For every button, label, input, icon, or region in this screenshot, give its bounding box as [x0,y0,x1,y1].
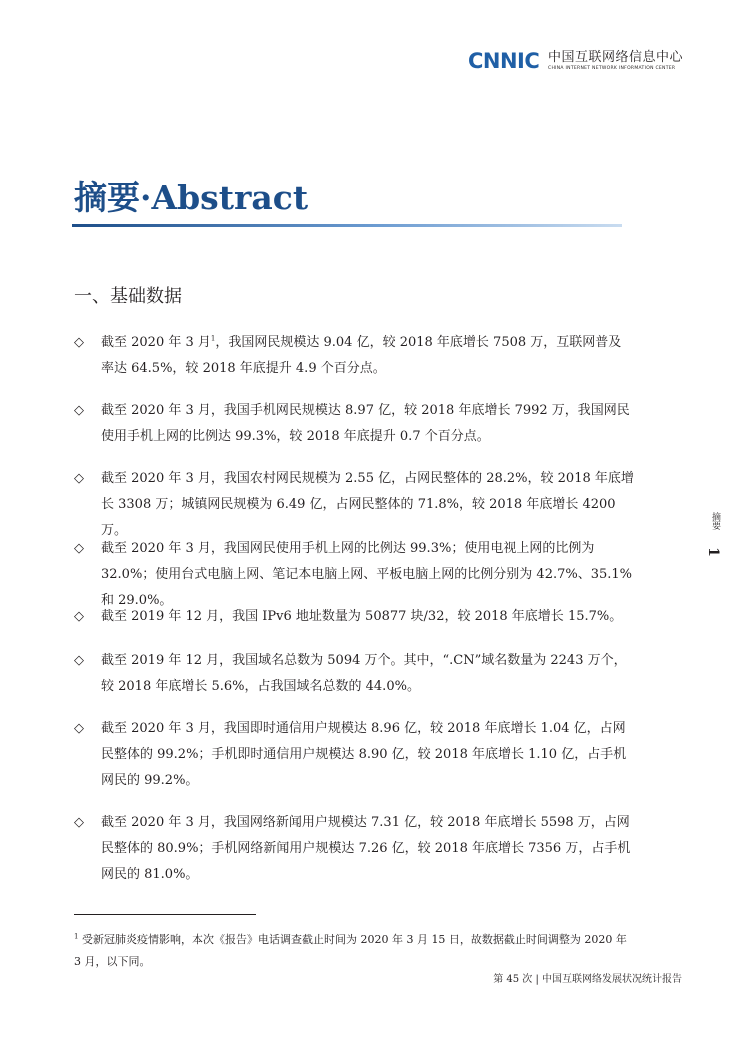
list-item [74,398,634,450]
list-item-text: 截至 2020 年 3 月，我国网民使用手机上网的比例达 99.3%；使用电视上网的比例为 32.0%；使用台式电脑上网、笔记本电脑上网、平板电脑上网的比例分别为 42.7%、35.1%和 29.0%。 [101,541,633,608]
list-item [74,716,634,794]
list-item-text: 截至 2020 年 3 月$^1$，我国网民规模达 9.04 亿，较 2018 年底增长 7508 万，互联网普及率达 64.5%，较 2018 年底提升 4.9 个百分点。 [101,334,622,376]
footnote-text: 受新冠肺炎疫情影响，本次《报告》电话调查截止时间为 2020 年 3 月 15 日，故数据截止时间调整为 2020 年 3 月，以下同。 [74,933,627,968]
logo-wordmark: CNNIC [468,49,540,73]
page-title: 摘要·Abstract [74,178,309,217]
list-item-text: 截至 2020 年 3 月，我国农村网民规模为 2.55 亿，占网民整体的 28.2%，较 2018 年底增长 3308 万；城镇网民规模为 6.49 亿，占网民整体的 71.8%，较 2018 年底增长 4200 万。 [101,471,634,538]
footnote-ref: 1 [210,334,216,343]
list-item-text: 截至 2020 年 3 月，我国即时通信用户规模达 8.96 亿，较 2018 年底增长 1.04 亿，占网民整体的 99.2%；手机即时通信用户规模达 8.90 亿，较 2018 年底增长 1.10 亿，占手机网民的 99.2%。 [101,721,627,788]
diamond-bullet-icon: ◇ [74,609,84,624]
list-item [74,330,634,382]
list-item-text: 截至 2020 年 3 月，我国网络新闻用户规模达 7.31 亿，较 2018 年底增长 5598 万，占网民整体的 80.9%；手机网络新闻用户规模达 7.26 亿，较 2018 年底增长 7356 万，占手机网民的 81.0%。 [101,815,631,882]
page-footer: 第 45 次 | 中国互联网络发展状况统计报告 [493,974,682,985]
section-heading: 一、基础数据 [74,286,182,307]
side-chapter-number: 1 [705,547,721,557]
list-item-text: 截至 2020 年 3 月，我国手机网民规模达 8.97 亿，较 2018 年底增长 7992 万，我国网民使用手机上网的比例达 99.3%，较 2018 年底提升 0.7 个百分点。 [101,403,630,444]
diamond-bullet-icon: ◇ [74,653,84,668]
title-divider [72,224,622,227]
diamond-bullet-icon: ◇ [74,541,84,556]
diamond-bullet-icon: ◇ [74,335,84,350]
logo-chinese-name: 中国互联网络信息中心 [548,50,684,65]
footnote [74,929,630,973]
list-item [74,648,634,700]
list-item-text: 截至 2019 年 12 月，我国域名总数为 5094 万个。其中，“.CN”域名数量为 2243 万个，较 2018 年底增长 5.6%，占我国域名总数的 44.0%。 [101,653,627,694]
footnote-marker: 1 [74,932,79,941]
side-chapter-label: 摘要 [710,512,720,530]
list-item [74,536,634,614]
side-chapter-tab [703,512,725,572]
diamond-bullet-icon: ◇ [74,721,84,736]
diamond-bullet-icon: ◇ [74,471,84,486]
logo-english-name: CHINA INTERNET NETWORK INFORMATION CENTER [548,66,676,71]
list-item [74,604,634,630]
diamond-bullet-icon: ◇ [74,403,84,418]
list-item-text: 截至 2019 年 12 月，我国 IPv6 地址数量为 50877 块/32，较 2018 年底增长 15.7%。 [101,609,623,624]
list-item [74,810,634,888]
list-item [74,466,634,544]
diamond-bullet-icon: ◇ [74,815,84,830]
footnote-divider [74,914,256,915]
cnnic-logo [468,50,688,76]
